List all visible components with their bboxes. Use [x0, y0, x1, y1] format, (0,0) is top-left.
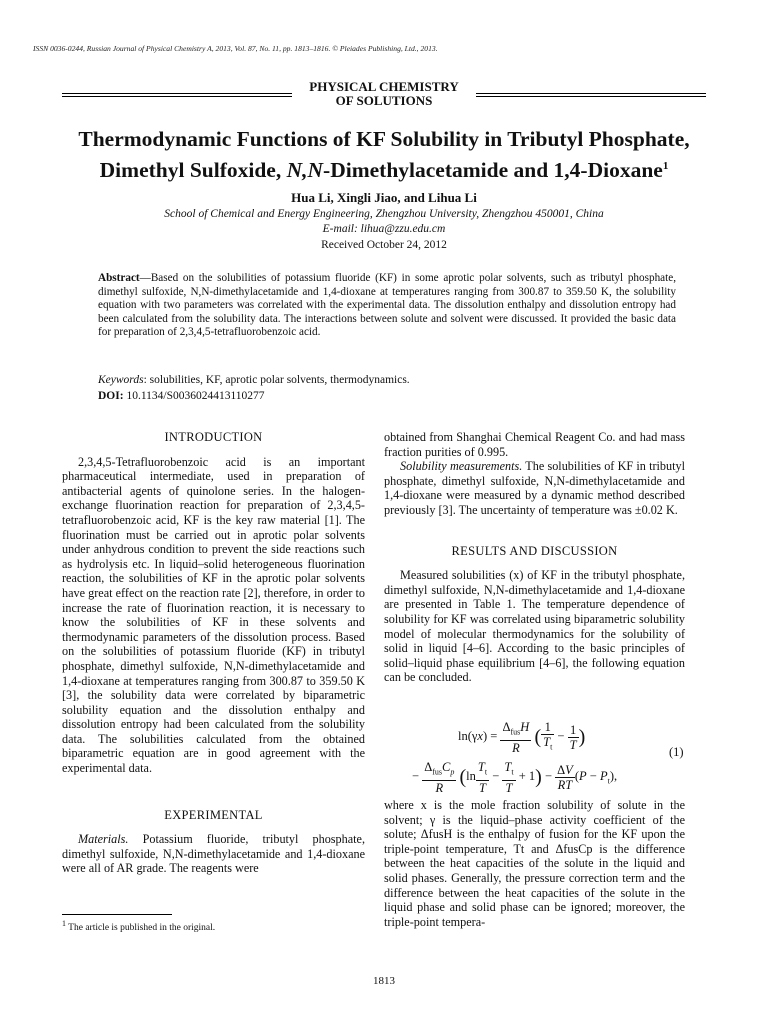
- keywords: Keywords: solubilities, KF, aprotic polar solvents, thermodynamics.: [98, 374, 410, 386]
- footnote: $^1$ The article is published in the original.: [62, 919, 216, 934]
- authors: Hua Li, Xingli Jiao, and Lihua Li: [291, 190, 477, 205]
- right-column: [384, 430, 685, 685]
- intro-paragraph: 2,3,4,5-Tetrafluorobenzoic acid is an important pharmaceutical intermediate, used in preparation of antibacterial agents of quinolone series. In the halogen-exchange fluorination reaction for preparation of 2,3,4,5-tetrafluorobenzoic acid, KF is the key raw material [1]. The fluorination must be carried out in aprotic polar solvents under anhydrous condition to prevent the side reactions such as hydrolysis etc. In liquid–solid heterogeneous fluorination reaction, the solubilities of KF in the aprotic polar solvents have great effect on the reaction rate [2], therefore, in order to increase the rate of fluorination reaction, it is necessary to know the solubilities of KF in these solvents and thermodynamic parameters of the dissolution process. Based on the solubilities of potassium fluoride (KF) in tributyl phosphate, dimethyl sulfoxide, N,N-dimethylacetamide and 1,4-dioxane at temperatures ranging from 300.87 to 359.50 K [3], the solubility data were correlated by biparametric solubility equation and the dissolution enthalpy and dissolution entropy had been calculated from the solubility data. The solubilities calculated from the obtained biparametric equation are in good agreement with the experimental data.: [62, 454, 365, 776]
- solubility-paragraph: Solubility measurements. The solubilities of KF in tributyl phosphate, dimethyl sulfoxide, N,N-dimethylacetamide and 1,4-dioxane were measured by a dynamic method described previously [3]. The uncertainty of temperature was ±0.02 K.: [384, 459, 685, 517]
- doi: DOI: 10.1134/S0036024413110277: [98, 390, 265, 402]
- footnote-rule: [62, 914, 172, 915]
- section-title-line1: PHYSICAL CHEMISTRY: [309, 79, 459, 94]
- equation-number: (1): [669, 745, 684, 759]
- section-title-line2: OF SOLUTIONS: [335, 93, 433, 108]
- received-date: Received October 24, 2012: [321, 239, 447, 251]
- after-equation-paragraph: where x is the mole fraction solubility of solute in the solvent; γ is the liquid–phase activity coefficient of the solute; ΔfusH is the enthalpy of fusion for the KF upon the triple-point temperature, Tt and ΔfusCp is the difference between the heat capacities of the solute in the liquid and solid phases. Generally, the pressure correction term and the difference between the heat capacities of the solute in the liquid phase and solid phase can be ignored; moreover, the triple-point tempera-: [384, 798, 685, 929]
- affiliation: School of Chemical and Energy Engineering, Zhengzhou University, Zhengzhou 450001, China: [164, 208, 604, 220]
- intro-heading: INTRODUCTION: [164, 430, 263, 444]
- equation-1: [384, 720, 685, 798]
- materials-paragraph: Materials. Potassium fluoride, tributyl phosphate, dimethyl sulfoxide, N,N-dimethylacetamide and 1,4-dioxane were all of AR grade. The reagents were: [62, 832, 365, 876]
- article-title: [40, 126, 728, 184]
- equation-line1: ln(γx) = $\frac{\Delta_{fus}H}{R}$ ( $\frac{1}{T_t}$ − $\frac{1}{T}$ ): [458, 720, 586, 755]
- results-heading: RESULTS AND DISCUSSION: [451, 543, 618, 558]
- abstract: Abstract—Based on the solubilities of potassium fluoride (KF) in some aprotic polar solvents, such as tributyl phosphate, dimethyl sulfoxide, N,N-dimethylacetamide and 1,4-dioxane at temperatures ranging from 300.87 to 359.50 K, the solubility equation with two parameters was correlated with the experimental data. The dissolution enthalpy and dissolution entropy had been calculated from the solubility data. The interactions between solute and solvent were discussed. It provided the basic data for preparation of 2,3,4,5-tetrafluorobenzoic acid.: [98, 272, 676, 339]
- title-line1: Thermodynamic Functions of KF Solubility in Tributyl Phosphate,: [78, 127, 690, 151]
- experimental-heading: EXPERIMENTAL: [164, 807, 263, 822]
- left-column: [62, 430, 365, 876]
- page-number: 1813: [373, 975, 395, 987]
- results-paragraph: Measured solubilities (x) of KF in the tributyl phosphate, dimethyl sulfoxide, N,N-dimethylacetamide and 1,4-dioxane are presented in Table 1. The temperature dependence of solubility for KF was correlated using biparametric solubility model of molecular thermodynamics for the solubility of solid in liquid [4–6]. According to the basic principles of solid–liquid phase equilibrium [4–6], the following equation can be concluded.: [384, 568, 685, 685]
- journal-header: ISSN 0036-0244, Russian Journal of Physical Chemistry A, 2013, Vol. 87, No. 11, pp. 1813–1816. © Pleiades Publishing, Ltd., 2013.: [33, 44, 438, 53]
- title-line2: Dimethyl Sulfoxide, N,N-Dimethylacetamide and 1,4-Dioxane$^1$: [99, 158, 669, 183]
- email: E-mail: lihua@zzu.edu.cm: [322, 223, 446, 235]
- materials-continued: obtained from Shanghai Chemical Reagent Co. and had mass fraction purities of 0.995.: [384, 430, 685, 459]
- equation-line2: − $\frac{\Delta_{fus}C_p}{R}$ (ln $\frac{T_t}{T}$ − $\frac{T_t}{T}$ + 1) − $\frac{\Delta V}{RT}$ $(P - P_t)$,: [412, 760, 618, 795]
